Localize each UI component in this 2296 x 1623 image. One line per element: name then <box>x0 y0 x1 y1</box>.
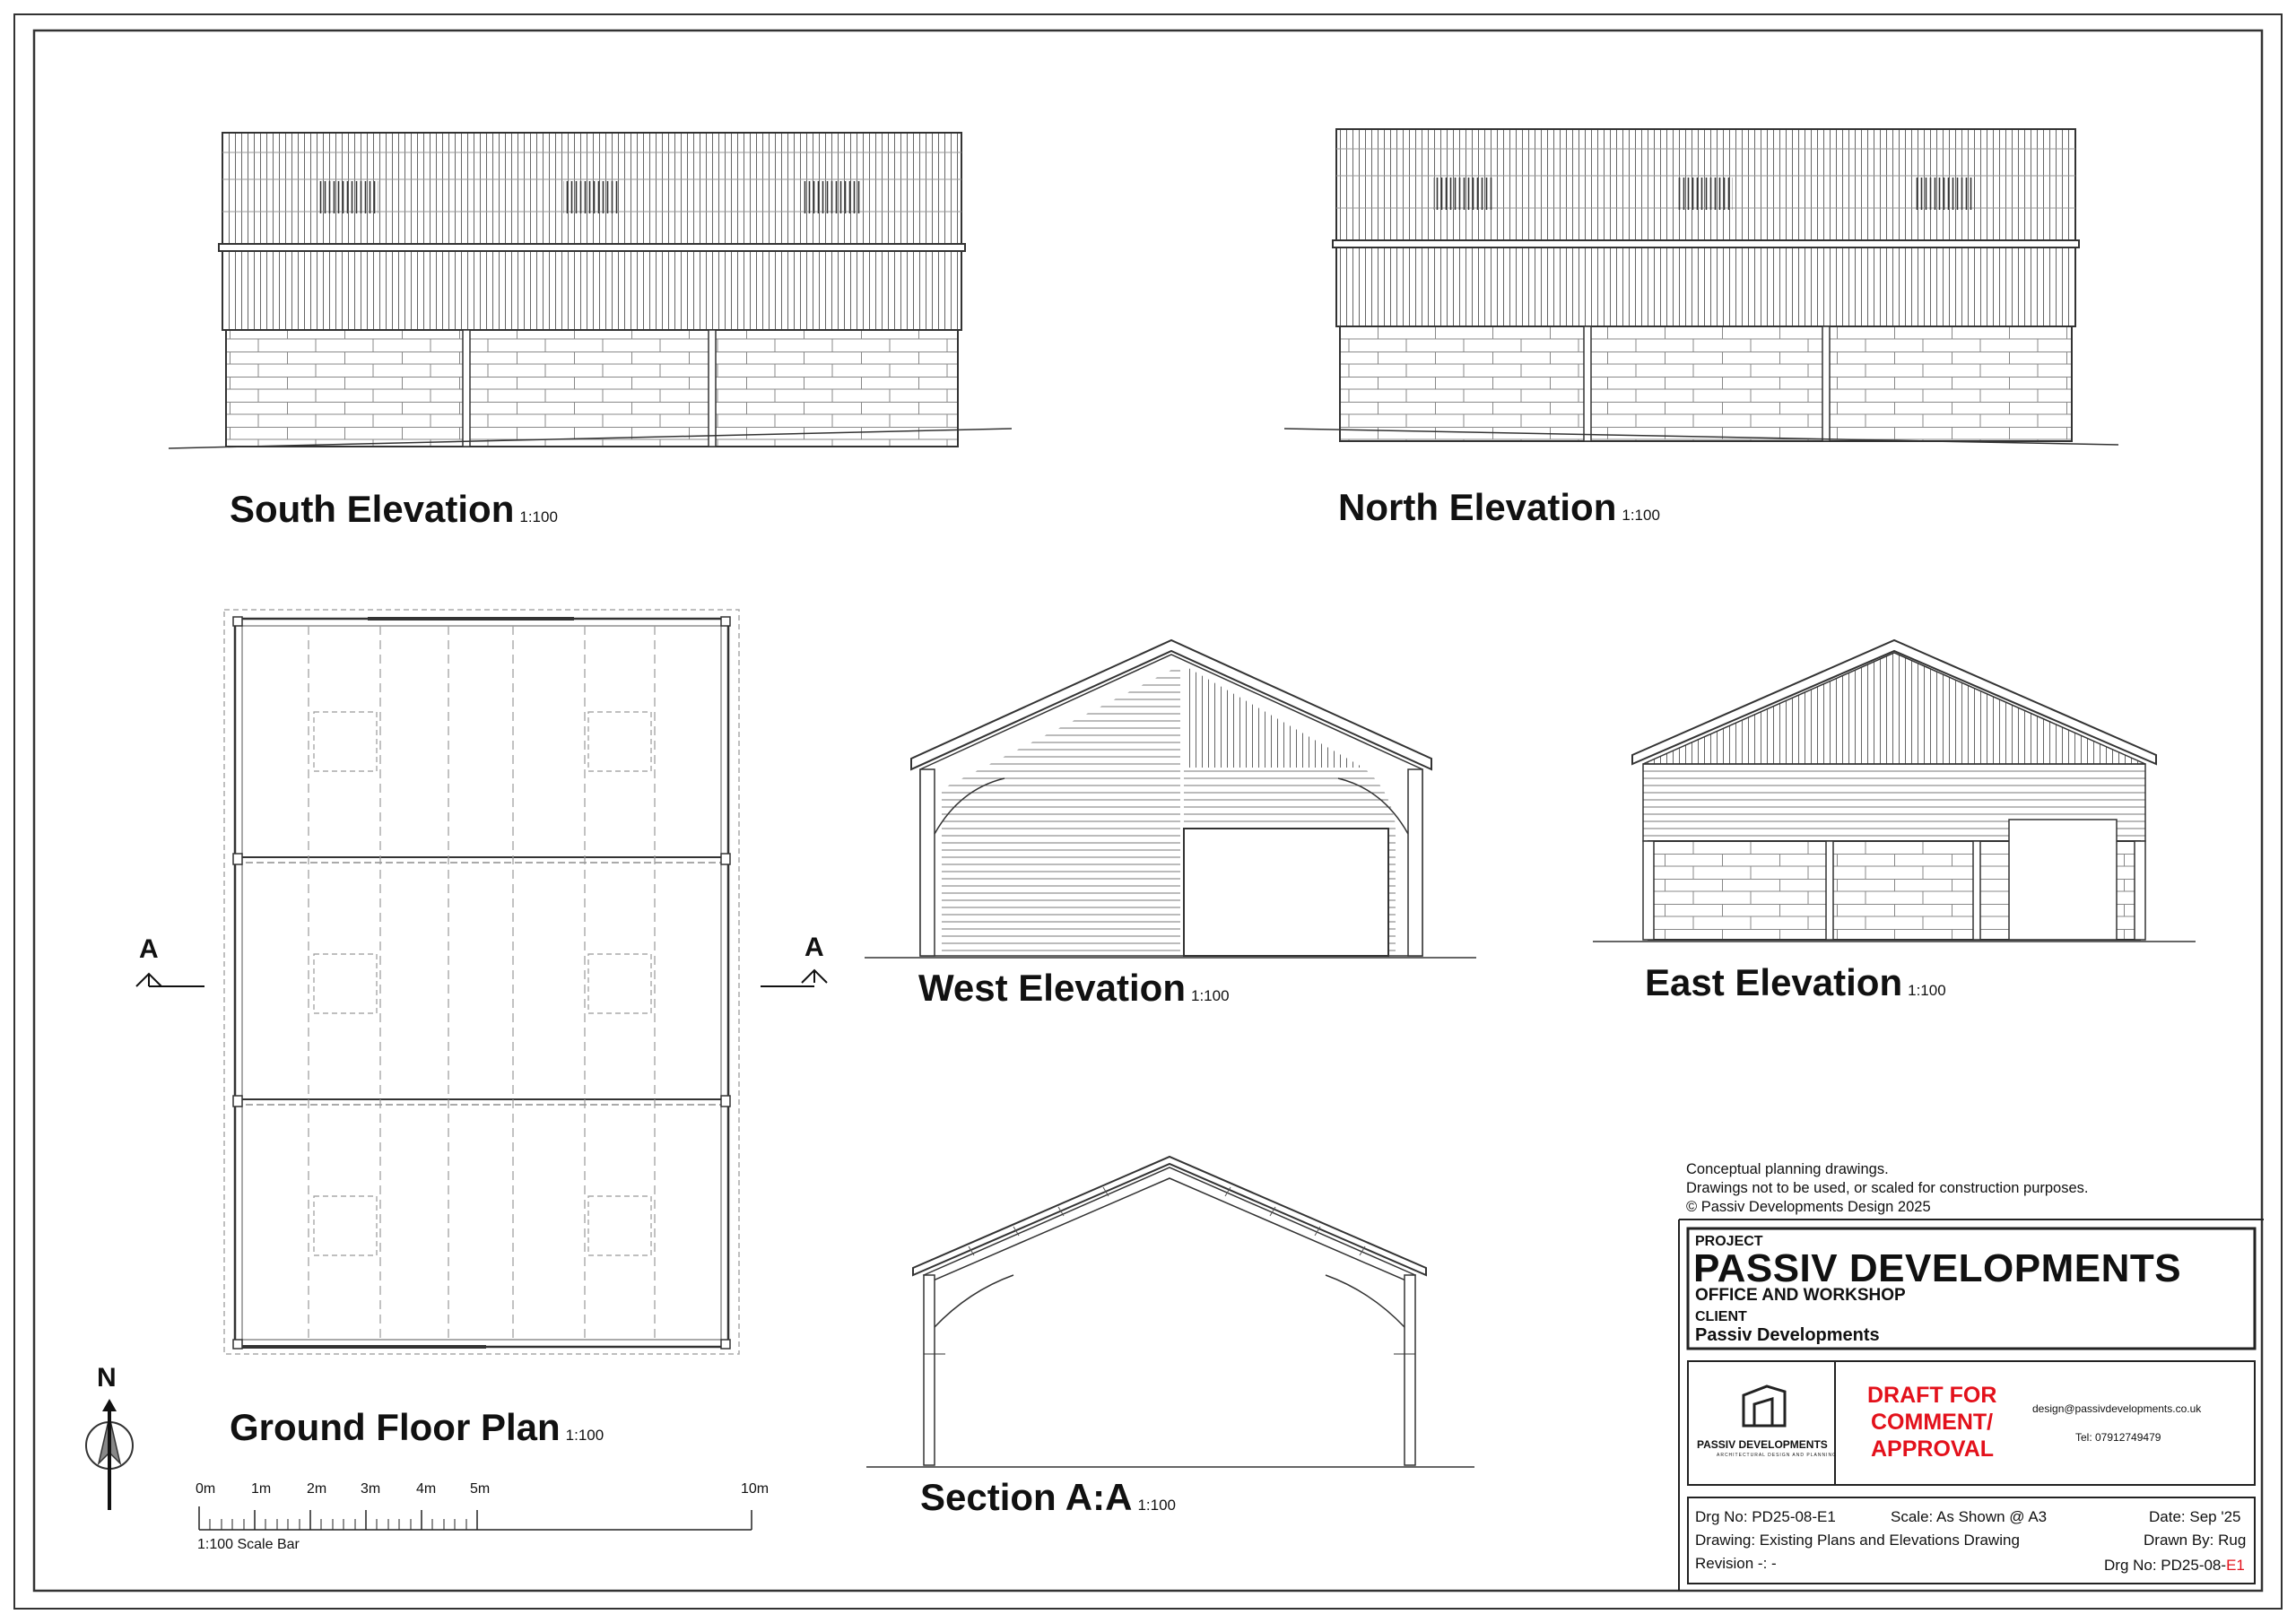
ground-floor-plan-title: Ground Floor Plan 1:100 <box>230 1406 604 1448</box>
draft-line-3: APPROVAL <box>1871 1436 1995 1462</box>
scale-tick-4: 4m <box>416 1481 437 1497</box>
section-aa-drawing <box>866 1157 1474 1467</box>
scale-tick-1: 1m <box>251 1481 272 1497</box>
project-label: PROJECT <box>1695 1234 1763 1249</box>
north-elevation-title: North Elevation 1:100 <box>1338 486 1660 528</box>
south-elevation-scale: 1:100 <box>519 508 558 525</box>
scale-tick-3: 3m <box>361 1481 381 1497</box>
note-line-3: © Passiv Developments Design 2025 <box>1686 1199 1931 1215</box>
drawn-by: Drawn By: Rug <box>2144 1532 2247 1549</box>
section-marker-right-label: A <box>804 933 824 962</box>
draft-line-2: COMMENT/ <box>1871 1410 1994 1435</box>
note-line-1: Conceptual planning drawings. <box>1686 1161 1889 1177</box>
section-marker-left <box>136 974 204 986</box>
section-marker-left-label: A <box>139 934 159 964</box>
note-line-2: Drawings not to be used, or scaled for construction purposes. <box>1686 1180 2089 1196</box>
drawing-notes <box>1686 1160 2089 1217</box>
client-name: Passiv Developments <box>1695 1325 1880 1345</box>
contact-email: design@passivdevelopments.co.uk <box>2032 1402 2202 1415</box>
drg-no-footer-revision: E1 <box>2226 1557 2245 1574</box>
drawing-scale: Scale: As Shown @ A3 <box>1891 1508 2048 1525</box>
south-elevation-title: South Elevation 1:100 <box>230 488 558 530</box>
revision: Revision -: - <box>1695 1555 1777 1572</box>
south-elevation-drawing <box>169 133 1012 448</box>
section-aa-title: Section A:A 1:100 <box>920 1476 1177 1518</box>
drawing-name: Drawing: Existing Plans and Elevations Drawing <box>1695 1532 2020 1549</box>
client-label: CLIENT <box>1695 1309 1747 1324</box>
section-marker-right <box>761 970 827 986</box>
project-subtitle: OFFICE AND WORKSHOP <box>1695 1286 1906 1305</box>
west-elevation-scale: 1:100 <box>1190 987 1230 1004</box>
project-name: PASSIV DEVELOPMENTS <box>1693 1246 2182 1290</box>
drawing-date: Date: Sep '25 <box>2149 1508 2241 1525</box>
ground-floor-plan-scale: 1:100 <box>565 1427 604 1444</box>
scale-tick-0: 0m <box>196 1481 216 1497</box>
scale-tick-5: 5m <box>470 1481 491 1497</box>
west-elevation-drawing <box>865 640 1476 958</box>
scale-bar-caption: 1:100 Scale Bar <box>197 1537 300 1552</box>
north-elevation-drawing <box>1284 129 2118 445</box>
north-arrow-icon <box>86 1399 133 1510</box>
east-elevation-drawing <box>1593 640 2196 942</box>
draft-line-1: DRAFT FOR <box>1867 1383 1997 1408</box>
ground-floor-plan-drawing <box>224 610 739 1354</box>
contact-tel: Tel: 07912749479 <box>2075 1431 2161 1444</box>
logo-text: PASSIV DEVELOPMENTS <box>1697 1438 1828 1451</box>
company-logo-icon <box>1744 1386 1785 1426</box>
scale-bar-graphic <box>199 1506 752 1530</box>
scale-tick-2: 2m <box>307 1481 327 1497</box>
section-aa-scale: 1:100 <box>1137 1497 1177 1514</box>
west-elevation-title: West Elevation 1:100 <box>918 967 1230 1009</box>
drg-no-footer-prefix: Drg No: PD25-08- <box>2104 1557 2227 1574</box>
drg-no-footer <box>2104 1557 2245 1575</box>
north-label: N <box>97 1363 117 1393</box>
north-elevation-scale: 1:100 <box>1622 507 1660 524</box>
east-elevation-title: East Elevation 1:100 <box>1645 961 1946 1003</box>
drg-no: Drg No: PD25-08-E1 <box>1695 1508 1836 1525</box>
east-elevation-scale: 1:100 <box>1908 982 1946 999</box>
logo-tagline: ARCHITECTURAL DESIGN AND PLANNING <box>1717 1453 1837 1458</box>
scale-tick-10: 10m <box>741 1481 770 1497</box>
